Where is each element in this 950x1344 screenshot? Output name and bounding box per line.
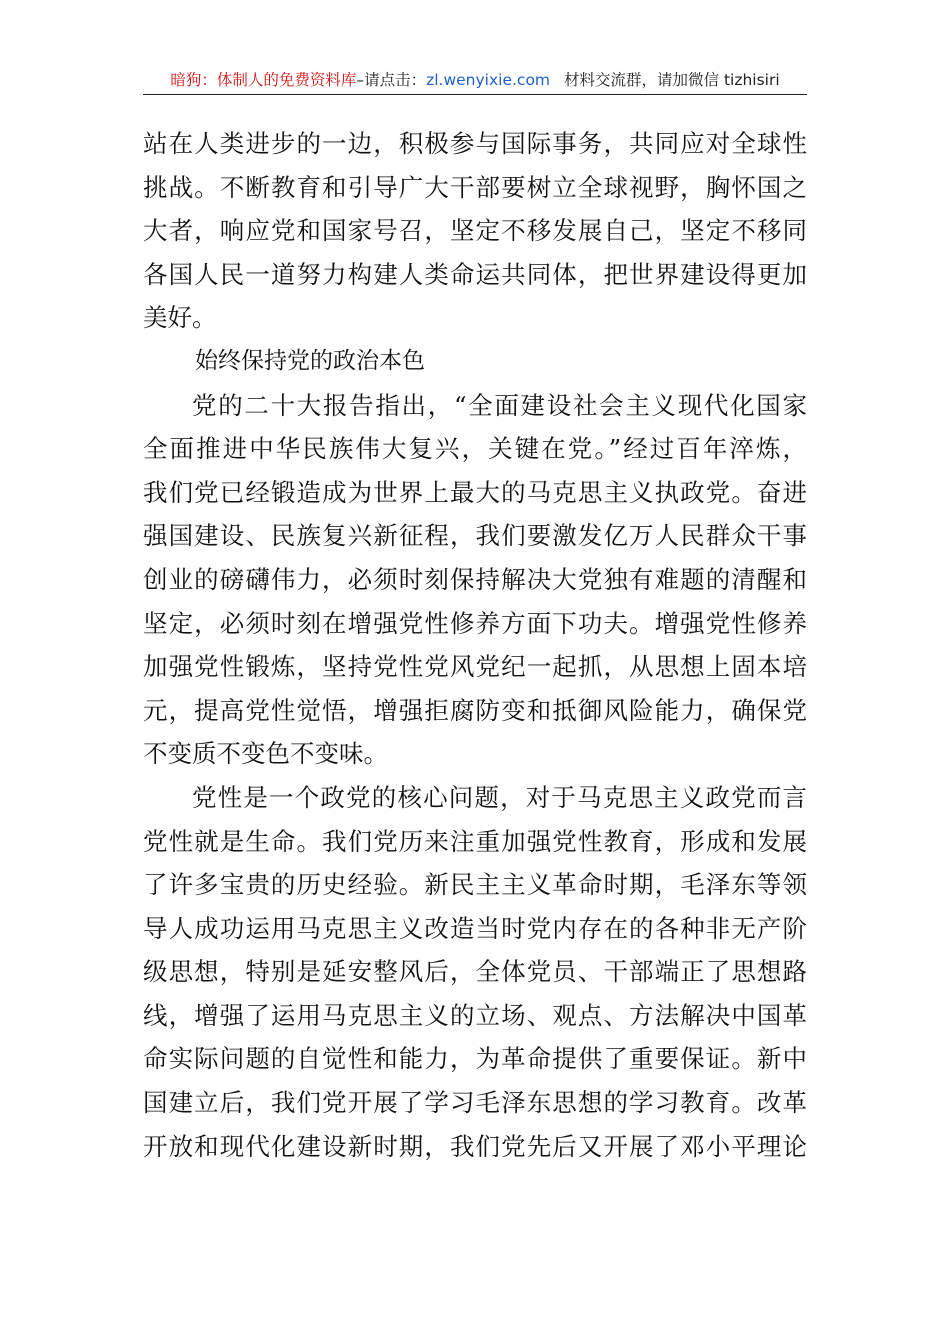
paragraph-line: 了许多宝贵的历史经验。新民主主义革命时期，毛泽东等领 (143, 870, 807, 900)
paragraph-line: 加强党性锻炼，坚持党性党风党纪一起抓，从思想上固本培 (143, 652, 807, 682)
paragraph-line: 各国人民一道努力构建人类命运共同体，把世界建设得更加 (143, 259, 807, 289)
paragraph-line: 我们党已经锻造成为世界上最大的马克思主义执政党。奋进 (143, 477, 807, 507)
paragraph-line: 线，增强了运用马克思主义的立场、观点、方法解决中国革 (143, 1000, 807, 1030)
paragraph-line: 级思想，特别是延安整风后，全体党员、干部端正了思想路 (143, 957, 807, 987)
paragraph-line: 党的二十大报告指出，“全面建设社会主义现代化国家 (192, 390, 807, 420)
paragraph-line: 元，提高党性觉悟，增强拒腐防变和抵御风险能力，确保党 (143, 695, 807, 725)
paragraph-line: 党性是一个政党的核心问题，对于马克思主义政党而言 (192, 782, 807, 812)
paragraph-line: 美好。 (143, 303, 217, 333)
paragraph-line: 导人成功运用马克思主义改造当时党内存在的各种非无产阶 (143, 913, 807, 943)
header-click-prefix: –请点击： (356, 71, 427, 89)
paragraph-line: 挑战。不断教育和引导广大干部要树立全球视野，胸怀国之 (143, 172, 807, 202)
paragraph-line: 国建立后，我们党开展了学习毛泽东思想的学习教育。改革 (143, 1088, 807, 1118)
header-link[interactable]: zl.wenyixie.com (426, 71, 551, 89)
page-header (143, 66, 807, 95)
paragraph-line: 全面推进中华民族伟大复兴，关键在党。”经过百年淬炼， (143, 434, 807, 464)
document-body (143, 122, 807, 1168)
paragraph-line: 站在人类进步的一边，积极参与国际事务，共同应对全球性 (143, 129, 807, 158)
paragraph-line: 大者，响应党和国家号召，坚定不移发展自己，坚定不移同 (143, 216, 807, 246)
paragraph-line: 不变质不变色不变味。 (143, 739, 388, 769)
paragraph-line: 强国建设、民族复兴新征程，我们要激发亿万人民群众干事 (143, 521, 807, 551)
paragraph-line: 创业的磅礴伟力，必须时刻保持解决大党独有难题的清醒和 (143, 564, 807, 594)
header-brand: 暗狗：体制人的免费资料库 (170, 71, 357, 89)
section-heading: 始终保持党的政治本色 (195, 347, 425, 374)
paragraph-line: 开放和现代化建设新时期，我们党先后又开展了邓小平理论 (143, 1131, 807, 1161)
paragraph-line: 命实际问题的自觉性和能力，为革命提供了重要保证。新中 (143, 1044, 807, 1074)
paragraph-line: 党性就是生命。我们党历来注重加强党性教育，形成和发展 (143, 826, 807, 856)
paragraph-line: 坚定，必须时刻在增强党性修养方面下功夫。增强党性修养 (143, 608, 807, 638)
header-group-note: 材料交流群，请加微信 tizhisiri (564, 71, 780, 89)
